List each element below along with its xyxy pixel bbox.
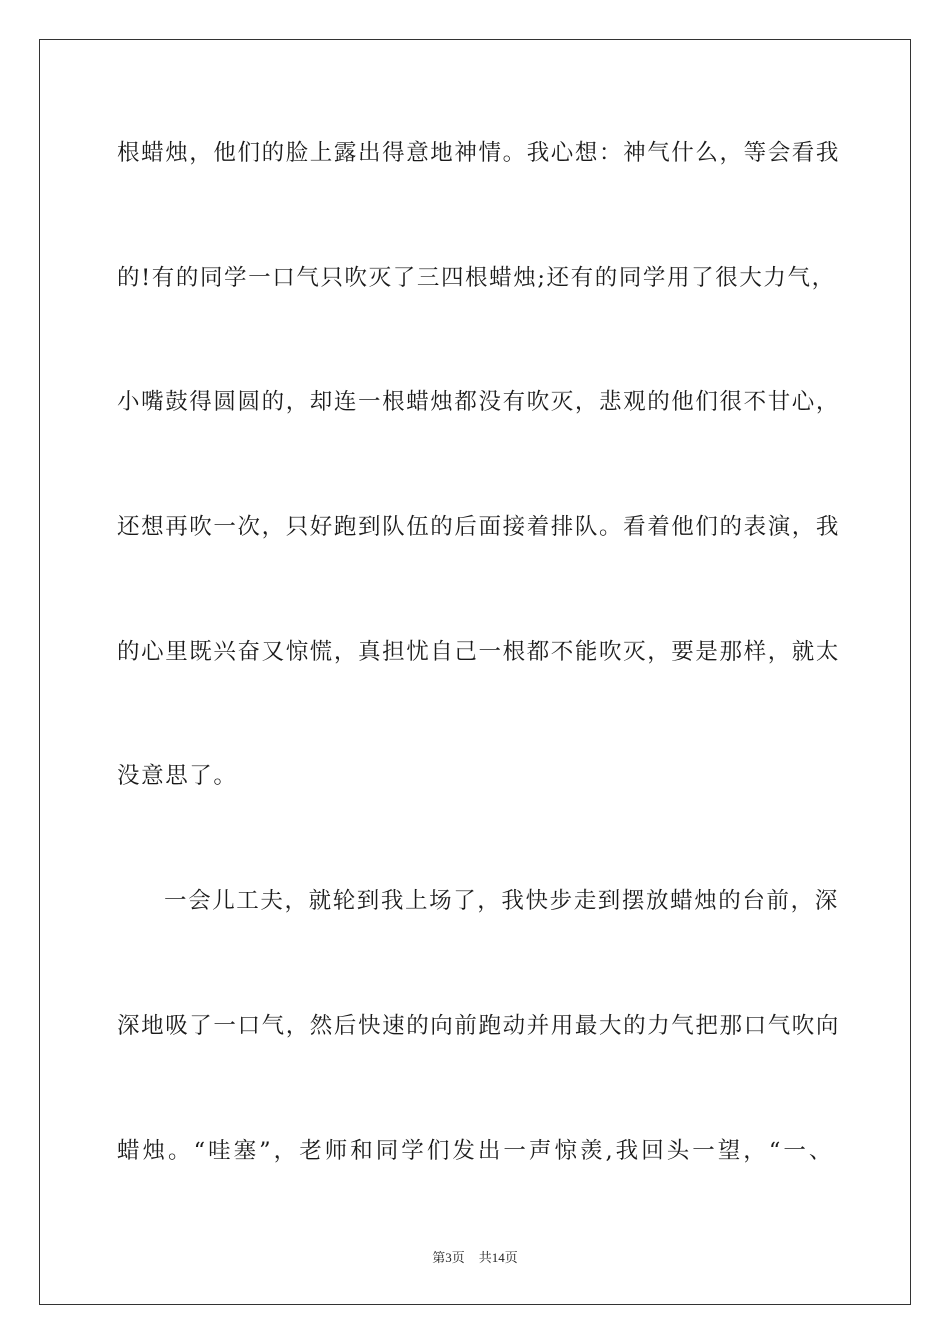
text-line: 小嘴鼓得圆圆的，却连一根蜡烛都没有吹灭，悲观的他们很不甘心， — [117, 389, 841, 416]
text-line: 根蜡烛，他们的脸上露出得意地神情。我心想：神气什么，等会看我 — [117, 140, 841, 166]
text-line: 没意思了。 — [117, 763, 238, 790]
total-pages: 共14页 — [478, 1250, 518, 1265]
text-line: 的!有的同学一口气只吹灭了三四根蜡烛;还有的同学用了很大力气， — [117, 264, 836, 291]
text-line: 深地吸了一口气，然后快速的向前跑动并用最大的力气把那口气吹向 — [117, 1012, 841, 1039]
paragraph-first-line: 一会儿工夫，就轮到我上场了，我快步走到摆放蜡烛的台前，深 — [164, 888, 839, 915]
text-line: 的心里既兴奋又惊慌，真担忧自己一根都不能吹灭，要是那样，就太 — [117, 638, 841, 665]
document-body — [117, 125, 841, 1247]
page-footer — [0, 1247, 950, 1266]
text-line: 蜡烛。“哇塞”，老师和同学们发出一声惊羡,我回头一望，“一、 — [117, 1137, 833, 1164]
text-line: 还想再吹一次，只好跑到队伍的后面接着排队。看着他们的表演，我 — [117, 514, 841, 541]
page-number: 第3页 — [432, 1250, 465, 1265]
